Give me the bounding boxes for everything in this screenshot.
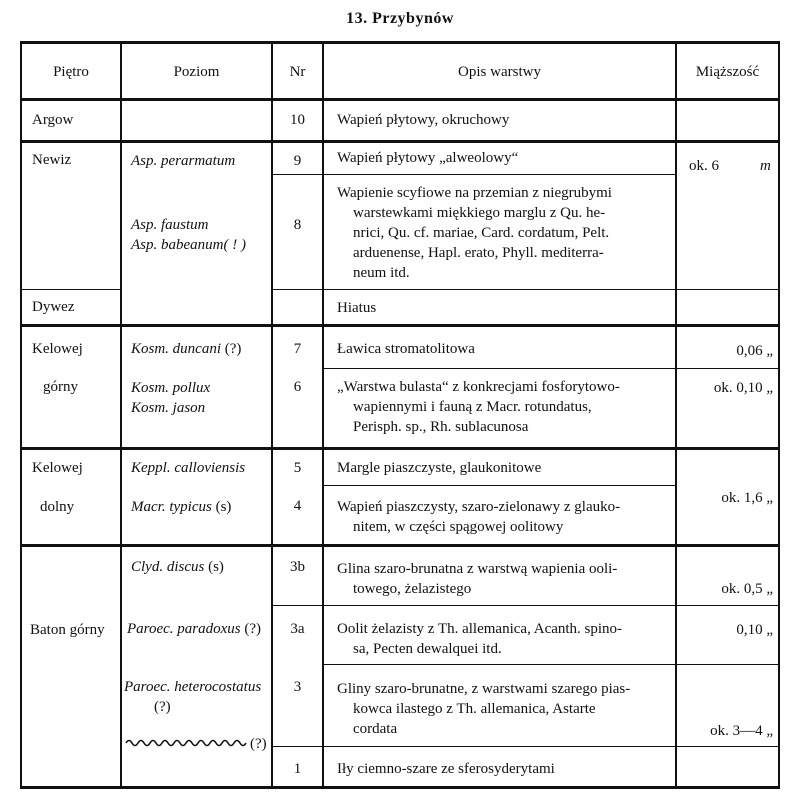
row-rule bbox=[20, 289, 120, 290]
level-qualifier: (s) bbox=[208, 559, 224, 575]
col-rule-right bbox=[778, 41, 780, 789]
level-cell bbox=[131, 497, 231, 517]
desc-cell: Iły ciemno-szare ze sferosyderytami bbox=[337, 761, 555, 777]
nr-cell: 3 bbox=[293, 679, 302, 695]
desc-cell: Wapień płytowy „alweolowy“ bbox=[337, 150, 519, 166]
level-name: Macr. typicus bbox=[131, 499, 212, 515]
nr-cell: 7 bbox=[293, 341, 302, 357]
desc-line: Oolit żelazisty z Th. allemanica, Acanth. spino- bbox=[337, 621, 623, 637]
header-bottom-rule bbox=[20, 98, 780, 101]
header-level: Poziom bbox=[173, 64, 220, 80]
row-rule bbox=[322, 485, 675, 486]
level-name: Paroec. paradoxus bbox=[127, 621, 241, 637]
stage-cell: Baton górny bbox=[30, 622, 105, 638]
thickness-cell: ok. 0,10 „ bbox=[713, 380, 773, 396]
table-bottom-rule bbox=[20, 786, 780, 789]
thickness-cell: ok. 3—4 „ bbox=[710, 723, 773, 739]
stage-cell: górny bbox=[43, 379, 78, 395]
level-cell bbox=[127, 619, 261, 639]
group-rule bbox=[20, 140, 780, 143]
header-desc: Opis warstwy bbox=[458, 64, 541, 80]
desc-line: wapiennymi i fauną z Macr. rotundatus, bbox=[353, 399, 592, 415]
desc-cell: Ławica stromatolitowa bbox=[337, 341, 475, 357]
col-rule-desc bbox=[675, 41, 677, 789]
nr-cell: 1 bbox=[293, 761, 302, 777]
level-qualifier: (?) bbox=[154, 699, 171, 715]
row-rule bbox=[272, 746, 778, 747]
group-rule bbox=[20, 324, 780, 327]
col-rule-left bbox=[20, 41, 22, 789]
row-rule bbox=[272, 289, 778, 290]
group-rule bbox=[20, 544, 780, 547]
page-title: 13. Przybynów bbox=[346, 10, 454, 27]
stage-cell: Kelowej bbox=[32, 341, 83, 357]
level-name: Kosm. duncani bbox=[131, 341, 221, 357]
level-name: Clyd. discus bbox=[131, 559, 205, 575]
nr-cell: 3a bbox=[290, 621, 305, 637]
col-rule-stage bbox=[120, 41, 122, 789]
desc-line: nrici, Qu. cf. mariae, Card. cordatum, Pelt. bbox=[353, 225, 610, 241]
level-cell: Asp. perarmatum bbox=[131, 153, 236, 169]
thickness-cell: 0,10 „ bbox=[736, 622, 773, 638]
desc-line: „Warstwa bulasta“ z konkrecjami fosforytowo- bbox=[337, 379, 620, 395]
thickness-cell: ok. 6 bbox=[689, 158, 719, 174]
row-rule bbox=[322, 664, 778, 665]
nr-cell: 4 bbox=[293, 498, 302, 514]
header-stage: Piętro bbox=[53, 64, 89, 80]
stage-cell: Kelowej bbox=[32, 460, 83, 476]
table-top-rule bbox=[20, 41, 780, 44]
nr-cell: 8 bbox=[293, 217, 302, 233]
thickness-cell: ok. 1,6 „ bbox=[721, 490, 773, 506]
level-cell: Kosm. pollux bbox=[131, 380, 211, 396]
desc-line: Wapienie scyfiowe na przemian z niegrubymi bbox=[337, 185, 612, 201]
level-cell bbox=[131, 339, 241, 359]
desc-line: warstewkami miękkiego marglu z Qu. he- bbox=[353, 205, 606, 221]
desc-line: cordata bbox=[353, 721, 398, 737]
desc-line: Wapień piaszczysty, szaro-zielonawy z glauko- bbox=[337, 499, 621, 515]
nr-cell: 3b bbox=[290, 559, 305, 575]
col-rule-nr bbox=[322, 41, 324, 789]
desc-line: arduenense, Hapl. erato, Phyll. mediterra- bbox=[353, 245, 604, 261]
stage-cell: Newiz bbox=[32, 152, 72, 168]
unit-cell: m bbox=[760, 158, 771, 174]
level-qualifier: (s) bbox=[215, 499, 232, 515]
nr-cell: 6 bbox=[293, 379, 302, 395]
desc-cell: Margle piaszczyste, glaukonitowe bbox=[337, 460, 542, 476]
desc-line: sa, Pecten dewalquei itd. bbox=[353, 641, 502, 657]
desc-line: Gliny szaro-brunatne, z warstwami szarego pias- bbox=[337, 681, 631, 697]
stage-cell: Argow bbox=[32, 112, 74, 128]
nr-cell: 10 bbox=[290, 112, 305, 128]
desc-line: Perisph. sp., Rh. sublacunosa bbox=[353, 419, 529, 435]
desc-cell: Hiatus bbox=[337, 300, 377, 316]
thickness-cell: 0,06 „ bbox=[736, 343, 773, 359]
desc-line: nitem, w części spągowej oolitowy bbox=[353, 519, 564, 535]
row-rule bbox=[272, 605, 778, 606]
nr-cell: 9 bbox=[293, 153, 302, 169]
wavy-qualifier: (?) bbox=[250, 736, 267, 752]
group-rule bbox=[20, 447, 780, 450]
level-cell: Asp. babeanum( ! ) bbox=[131, 237, 246, 253]
desc-line: neum itd. bbox=[353, 265, 410, 281]
header-thickness: Miąższość bbox=[695, 64, 760, 80]
level-qualifier: (?) bbox=[244, 621, 261, 637]
desc-line: kowca ilastego z Th. allemanica, Astarte bbox=[353, 701, 596, 717]
level-cell: Kosm. jason bbox=[131, 400, 206, 416]
level-cell: Asp. faustum bbox=[131, 217, 209, 233]
row-rule bbox=[322, 368, 778, 369]
stage-cell: Dywez bbox=[32, 299, 75, 315]
stage-cell: dolny bbox=[40, 499, 75, 515]
thickness-cell: ok. 0,5 „ bbox=[721, 581, 773, 597]
header-nr: Nr bbox=[289, 64, 306, 80]
desc-line: towego, żelazistego bbox=[353, 581, 472, 597]
level-cell bbox=[131, 557, 224, 577]
level-cell: Keppl. calloviensis bbox=[131, 460, 246, 476]
unconformity-wavy-line bbox=[124, 737, 250, 749]
desc-line: Glina szaro-brunatna z warstwą wapienia ooli- bbox=[337, 561, 618, 577]
desc-cell: Wapień płytowy, okruchowy bbox=[337, 112, 510, 128]
level-qualifier: (?) bbox=[224, 341, 242, 357]
row-rule bbox=[272, 174, 675, 175]
level-cell: Paroec. heterocostatus bbox=[124, 679, 262, 695]
nr-cell: 5 bbox=[293, 460, 302, 476]
